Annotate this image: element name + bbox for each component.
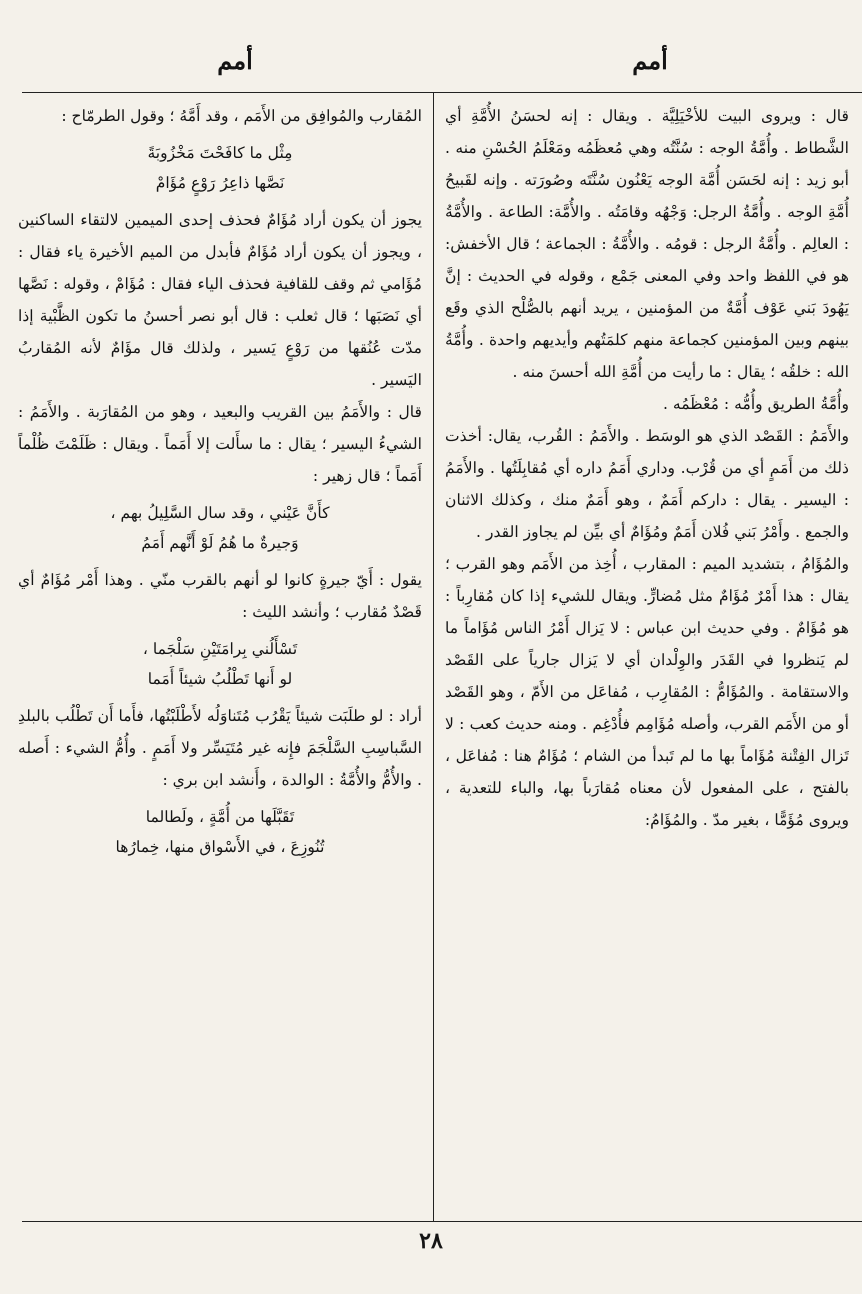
left-paragraph-4: يقول : أَيّ جيرةٍ كانوا لو أنهم بالقرب منّي . وهذا أَمْر مُؤَامٌ أي قَصْدٌ مُقارب ؛ وأنشد الليث :	[18, 571, 422, 621]
left-paragraph-5: أراد : لو طلَبَت شيئاً يَقْرُب مُتَناوَلُه لأَطْلَبْتُها، فأَما أَن تَطْلُب بالبلدِ السَّباسِبِ السَّلْجَمَ فإِنه غير مُتَيَسِّر ولا أَمَمٍ . وأُمُّ الشيء : أَصله . والأُمُّ والأُمَّةُ : الوالدة ، وأَنشد ابن بري :	[18, 707, 422, 789]
verse-tirimmah	[18, 138, 422, 198]
verse-line: تَقَبَّلَها من أُمَّةٍ ، ولَطالما	[145, 808, 295, 826]
left-paragraph-2: يجوز أن يكون أراد مُؤَامٌ فحذف إحدى الميمين لالتقاء الساكنين ، ويجوز أن يكون أراد مُؤَامٌ فأبدل من الميم الأخيرة ياء فقال : مُؤَامي ثم وقف للقافية فحذف الياء فقال : مُؤَامْ ، وقوله : نَصَّها أي نَصَبَها ؛ قال ثعلب : قال أبو نصر أحسنُ ما تكون الظَّبْية إذا مدّت عُنُقها من رَوْعٍ يَسير ، ولذلك قال مؤَامٌ لأنه المُقاربُ اليَسير .	[18, 211, 422, 389]
verse-line: نَصَّها ذاعِرُ رَوْعٍ مُؤَامْ	[155, 174, 285, 192]
verse-line: تُنُوزِعَ ، في الأَسْواق منها، خِمارُها	[115, 838, 325, 856]
verse-line: كأَنَّ عَيْني ، وقد سال السَّلِيلُ بهم ،	[110, 504, 330, 522]
running-head-right: أمم	[632, 46, 668, 75]
right-paragraph-1: قال : ويروى البيت للأخْيَلِيَّة . ويقال : إنه لحسَنُ الأُمَّةِ أي الشَّطاط . وأُمَّةُ الوجه : سُنَّتُه وهي مُعظَمُه ومَعْلَمُ الحُسْنِ منه . أبو زيد : إنه لحَسَن أُمَّة الوجه يَعْنُون سُنَّتَه وصُورَته . وإنه لقَبيحُ أُمَّةِ الوجه . وأُمَّةُ الرجل: وَجْهُه وقامَتُه . والأُمَّة: الطاعة . والأُمَّةُ : العالِم . وأُمَّةُ الرجل : قومُه . والأُمَّةُ : الجماعة ؛ قال الأخفش: هو في اللفظ واحد وفي المعنى جَمْع ، وقوله في الحديث : إنَّ يَهُودَ بَني عَوْف أُمَّةٌ من المؤمنين ، يريد أنهم بالصُّلْح الذي وقَع بينهم وبين المؤمنين كجماعة منهم كلمَتُهم وأيديهم واحدة . وأُمَّةُ الله : خلقُه ؛ يقال : ما رأيت من أُمَّةِ الله أحسنَ منه .	[445, 107, 849, 381]
verse-line: وَجيرةٌ ما هُمُ لَوْ أَنَّهم أَمَمُ	[141, 534, 299, 552]
verse-ibn-barri	[18, 802, 422, 862]
running-head-left: أمم	[217, 46, 253, 75]
right-paragraph-3: والأَمَمُ : القَصْد الذي هو الوسَط . والأَمَمُ : القُرب، يقال: أخذت ذلك من أَمَمٍ أي من قُرْب. وداري أَمَمُ داره أي مُقابِلَتُها . والأَمَمُ : اليسير . يقال : داركم أَمَمٌ ، وهو أَمَمٌ منك ، وكذلك الاثنان والجمع . وأَمْرُ بَني فُلان أَمَمٌ ومُؤَامٌ أي بيِّن لم يجاوز القدر .	[445, 427, 849, 541]
right-column	[445, 100, 849, 1212]
verse-layth	[18, 634, 422, 694]
verse-line: مِثْل ما كافَحْتَ مَخْزُوبَةً	[147, 144, 293, 162]
verse-line: لو أَنها تَطْلُبُ شيئاً أَمَما	[147, 670, 293, 688]
left-column	[18, 100, 422, 1212]
column-divider	[433, 93, 434, 1221]
verse-line: تَسْأَلُني بِرامَتَيْنِ سَلْجَما ،	[142, 640, 298, 658]
right-paragraph-2: وأُمَّةُ الطريق وأُمُّه : مُعْظَمُه .	[662, 395, 849, 413]
right-paragraph-4: والمُؤَامُ ، بتشديد الميم : المقارب ، أُخِذ من الأَمَم وهو القرب ؛ يقال : هذا أَمْرٌ مُؤَامٌ مثل مُضارٍّ. ويقال للشيء إذا كان مُقارِباً : هو مُؤَامٌ . وفي حديث ابن عباس : لا يَزال أَمْرُ الناس مُؤَاماً ما لم يَنظروا في القَدَر والوِلْدان أي لا يَزال جارياً على القَصْد والاستقامة . والمُؤَامُّ : المُقارِب ، مُفاعَل من الأَمّ ، وهو القَصْد أو من الأَمَم القرب، وأصله مُؤَامِم فأُدْغِم . ومنه حديث كعب : لا تَزال الفِتْنة مُؤَاماً بها ما لم تَبدأ من الشام ؛ مُؤَامٌ هنا : مُفاعَل ، بالفتح ، على المفعول لأن معناه مُقارَباً بها، والباء للتعدية ، ويروى مُؤَمًّا ، بغير مدّ . والمُؤَامُ:	[445, 555, 849, 829]
verse-zuhair	[18, 498, 422, 558]
footer-rule	[22, 1221, 862, 1222]
left-intro: المُقارب والمُوافِق من الأَمَم ، وقد أَمَّهُ ؛ وقول الطرمّاح :	[61, 107, 422, 125]
left-paragraph-3: قال : والأَمَمُ بين القريب والبعيد ، وهو من المُقارَبة . والأَمَمُ : الشيءُ اليسير ؛ يقال : ما سأَلت إلا أَمَماً . ويقال : ظَلَمْتَ ظُلْماً أَمَماً ؛ قال زهير :	[18, 403, 422, 485]
header-rule	[22, 92, 862, 93]
page-number: ٢٨	[419, 1228, 443, 1254]
